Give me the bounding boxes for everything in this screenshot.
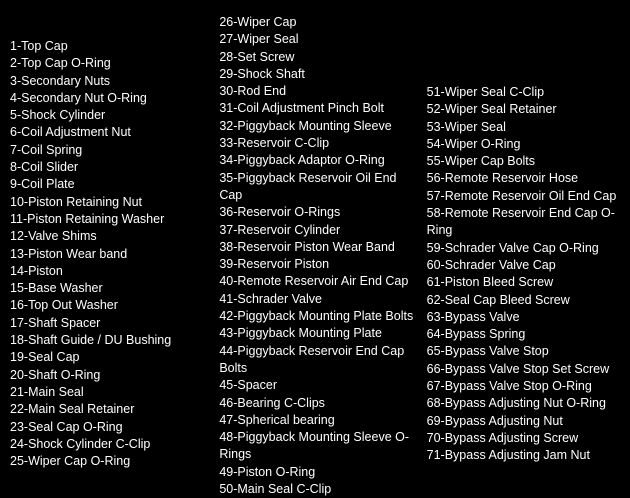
legend-item: 64-Bypass Spring xyxy=(426,327,526,342)
legend-item: 60-Schrader Valve Cap xyxy=(426,257,556,272)
legend-item: 4-Secondary Nut O-Ring xyxy=(10,90,147,105)
legend-item: 11-Piston Retaining Washer xyxy=(10,211,165,226)
legend-item: 47-Spherical bearing xyxy=(219,412,335,427)
legend-item: 68-Bypass Adjusting Nut O-Ring xyxy=(426,396,606,411)
legend-item: 10-Piston Retaining Nut xyxy=(10,194,143,209)
legend-item: 3-Secondary Nuts xyxy=(10,73,111,88)
legend-item: 56-Remote Reservoir Hose xyxy=(426,171,579,186)
legend-item: 27-Wiper Seal xyxy=(219,32,299,47)
legend-item: 34-Piggyback Adaptor O-Ring xyxy=(219,153,385,168)
legend-item: 51-Wiper Seal C-Clip xyxy=(426,85,545,99)
legend-item: 31-Coil Adjustment Pinch Bolt xyxy=(219,101,384,116)
legend-item: 39-Reservoir Piston xyxy=(219,257,330,272)
legend-item: 35-Piggyback Reservoir Oil End Cap xyxy=(219,170,397,202)
legend-item: 18-Shaft Guide / DU Bushing xyxy=(10,333,172,348)
legend-item: 30-Rod End xyxy=(219,84,287,99)
legend-item: 36-Reservoir O-Rings xyxy=(219,205,341,220)
legend-item: 7-Coil Spring xyxy=(10,142,83,157)
legend-item: 32-Piggyback Mounting Sleeve xyxy=(219,118,392,133)
legend-item: 70-Bypass Adjusting Screw xyxy=(426,430,579,445)
legend-column-3 xyxy=(423,6,626,465)
legend-item: 67-Bypass Valve Stop O-Ring xyxy=(426,379,592,394)
legend-item: 9-Coil Plate xyxy=(10,177,75,192)
legend-item: 16-Top Out Washer xyxy=(10,298,118,313)
legend-item: 26-Wiper Cap xyxy=(219,15,297,29)
legend-item: 63-Bypass Valve xyxy=(426,309,520,324)
legend-item: 17-Shaft Spacer xyxy=(10,315,101,330)
legend-item: 15-Base Washer xyxy=(10,281,103,296)
legend-item: 33-Reservoir C-Clip xyxy=(219,136,330,151)
legend-item: 71-Bypass Adjusting Jam Nut xyxy=(426,448,590,463)
legend-item: 42-Piggyback Mounting Plate Bolts xyxy=(219,309,414,324)
legend-item: 29-Shock Shaft xyxy=(219,66,305,81)
legend-item: 24-Shock Cylinder C-Clip xyxy=(10,436,151,451)
legend-item: 14-Piston xyxy=(10,263,63,278)
legend-item: 43-Piggyback Mounting Plate xyxy=(219,326,382,341)
legend-item: 45-Spacer xyxy=(219,378,278,393)
legend-item: 52-Wiper Seal Retainer xyxy=(426,102,557,117)
legend-item: 46-Bearing C-Clips xyxy=(219,395,325,410)
legend-item: 50-Main Seal C-Clip xyxy=(219,482,332,497)
legend-item: 13-Piston Wear band xyxy=(10,246,128,261)
legend-item: 12-Valve Shims xyxy=(10,229,97,244)
legend-item: 25-Wiper Cap O-Ring xyxy=(10,454,131,469)
legend-item: 53-Wiper Seal xyxy=(426,119,506,134)
legend-item: 44-Piggyback Reservoir End Cap Bolts xyxy=(219,343,405,375)
legend-item: 23-Seal Cap O-Ring xyxy=(10,419,123,434)
legend-item: 54-Wiper O-Ring xyxy=(426,136,521,151)
legend-item: 66-Bypass Valve Stop Set Screw xyxy=(426,361,610,376)
legend-item: 59-Schrader Valve Cap O-Ring xyxy=(426,240,599,255)
legend-item: 61-Piston Bleed Screw xyxy=(426,275,554,290)
legend-item: 62-Seal Cap Bleed Screw xyxy=(426,292,570,307)
legend-item: 21-Main Seal xyxy=(10,384,84,399)
legend-item: 2-Top Cap O-Ring xyxy=(10,56,111,71)
legend-item: 41-Schrader Valve xyxy=(219,291,322,306)
legend-item: 58-Remote Reservoir End Cap O-Ring xyxy=(426,206,615,238)
legend-item: 19-Seal Cap xyxy=(10,350,80,365)
legend-item: 22-Main Seal Retainer xyxy=(10,402,135,417)
legend-item: 20-Shaft O-Ring xyxy=(10,367,101,382)
legend-item: 65-Bypass Valve Stop xyxy=(426,344,549,359)
legend-item: 55-Wiper Cap Bolts xyxy=(426,154,536,169)
legend-item: 8-Coil Slider xyxy=(10,160,79,175)
legend-item: 5-Shock Cylinder xyxy=(10,108,106,123)
legend-item: 57-Remote Reservoir Oil End Cap xyxy=(426,188,617,203)
legend-item: 38-Reservoir Piston Wear Band xyxy=(219,239,395,254)
legend-item: 69-Bypass Adjusting Nut xyxy=(426,413,563,428)
legend-item: 28-Set Screw xyxy=(219,49,295,64)
legend-item: 49-Piston O-Ring xyxy=(219,464,316,479)
legend-item: 48-Piggyback Mounting Sleeve O-Rings xyxy=(219,430,410,462)
legend-item: 37-Reservoir Cylinder xyxy=(219,222,341,237)
legend-item: 1-Top Cap xyxy=(10,39,68,53)
legend-column-1 xyxy=(4,6,215,470)
legend-item: 40-Remote Reservoir Air End Cap xyxy=(219,274,409,289)
legend-item: 6-Coil Adjustment Nut xyxy=(10,125,131,140)
legend-column-2 xyxy=(215,6,422,498)
